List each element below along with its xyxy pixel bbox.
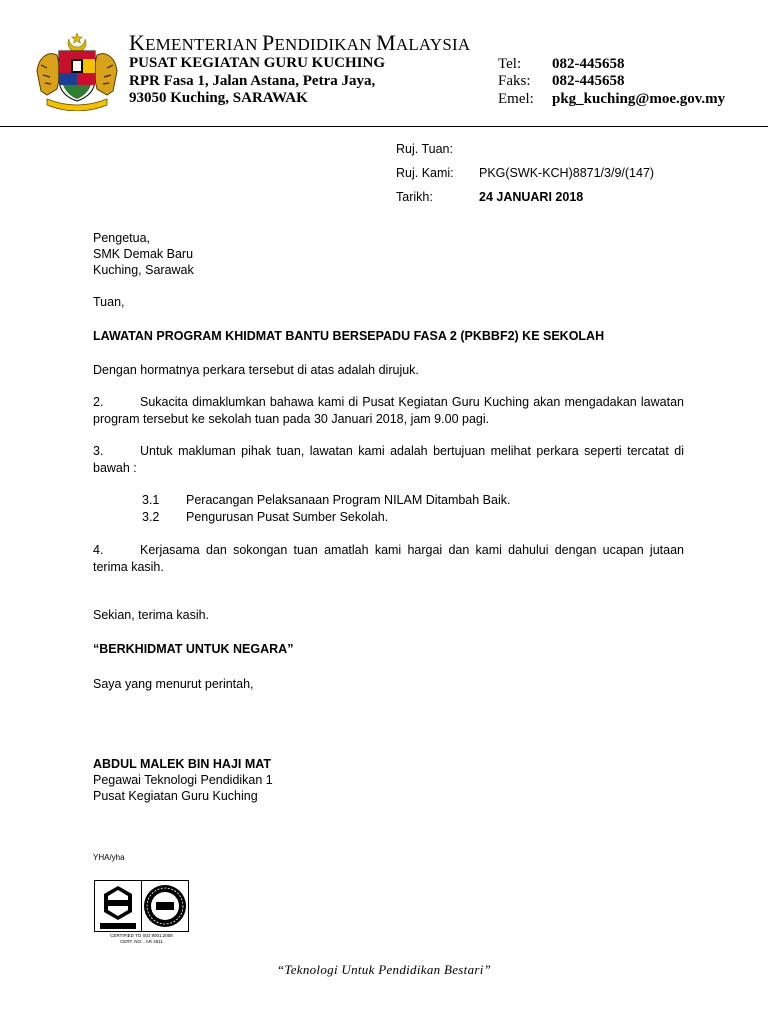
address-line-1: RPR Fasa 1, Jalan Astana, Petra Jaya, xyxy=(129,73,376,89)
list-item-number: 3.2 xyxy=(142,510,160,524)
fax-label: Faks: xyxy=(498,73,531,89)
signer-name: ABDUL MALEK BIN HAJI MAT xyxy=(93,757,272,771)
subject: LAWATAN PROGRAM KHIDMAT BANTU BERSEPADU FASA 2 (PKBBF2) KE SEKOLAH xyxy=(93,329,605,343)
list-item-text: Pengurusan Pusat Sumber Sekolah. xyxy=(186,510,389,524)
signer-organisation: Pusat Kegiatan Guru Kuching xyxy=(93,789,258,803)
date-value: 24 JANUARI 2018 xyxy=(479,190,584,204)
paragraph-2: 2. Sukacita dimaklumkan bahawa kami di Pusat Kegiatan Guru Kuching akan mengadakan lawatan program tersebut ke sekolah tuan pada 30 Januari 2018, jam 9.00 pagi. xyxy=(93,395,684,426)
your-ref-label: Ruj. Tuan: xyxy=(396,142,453,156)
paragraph-4: 4. Kerjasama dan sokongan tuan amatlah kami hargai dan kami dahului dengan ucapan jutaan terima kasih. xyxy=(93,543,684,574)
list-item-number: 3.1 xyxy=(142,493,160,507)
tel-value: 082-445658 xyxy=(552,56,625,72)
recipient-line-1: Pengetua, xyxy=(93,231,150,245)
fax-value: 082-445658 xyxy=(552,73,625,89)
closing-thanks: Sekian, terima kasih. xyxy=(93,608,210,622)
tel-label: Tel: xyxy=(498,56,522,72)
salutation: Tuan, xyxy=(93,295,125,309)
centre-name: PUSAT KEGIATAN GURU KUCHING xyxy=(129,55,385,71)
certification-logo-icon xyxy=(94,880,189,932)
list-item-text: Peracangan Pelaksanaan Program NILAM Ditambah Baik. xyxy=(186,493,511,507)
ministry-name: KEMENTERIAN PENDIDIKAN MALAYSIA xyxy=(129,30,471,55)
recipient-line-3: Kuching, Sarawak xyxy=(93,263,194,277)
reference-initials: YHA/yha xyxy=(93,853,125,862)
paragraph-3: 3. Untuk makluman pihak tuan, lawatan kami adalah bertujuan melihat perkara seperti tercatat di bawah : xyxy=(93,444,684,475)
our-ref-label: Ruj. Kami: xyxy=(396,166,454,180)
email-value: pkg_kuching@moe.gov.my xyxy=(552,91,726,107)
recipient-line-2: SMK Demak Baru xyxy=(93,247,194,261)
intro-paragraph: Dengan hormatnya perkara tersebut di atas adalah dirujuk. xyxy=(93,363,419,377)
certification-caption: CERTIFIED TO ISO 9001:2008 CERT. NO. : AR 4511 xyxy=(110,933,173,944)
closing-slogan: “BERKHIDMAT UNTUK NEGARA” xyxy=(93,642,294,656)
date-label: Tarikh: xyxy=(396,190,433,204)
signer-title: Pegawai Teknologi Pendidikan 1 xyxy=(93,773,273,787)
email-label: Emel: xyxy=(498,91,534,107)
our-ref-value: PKG(SWK-KCH)8871/3/9/(147) xyxy=(479,166,655,180)
coat-of-arms-icon xyxy=(33,31,121,111)
address-line-2: 93050 Kuching, SARAWAK xyxy=(129,90,308,106)
closing-obedient: Saya yang menurut perintah, xyxy=(93,677,254,691)
header-divider xyxy=(0,126,768,127)
footer-motto: “Teknologi Untuk Pendidikan Bestari” xyxy=(276,962,492,977)
